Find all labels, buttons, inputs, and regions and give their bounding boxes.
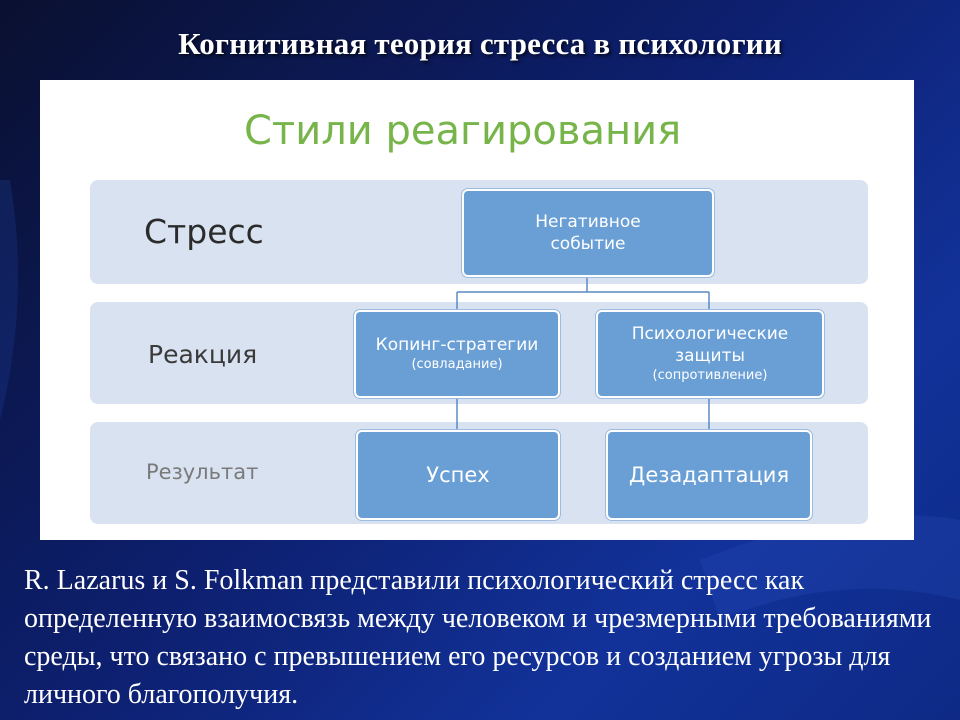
node-coping	[354, 310, 560, 398]
node-success	[356, 430, 560, 520]
node-coping-sub: (совладание)	[411, 357, 503, 372]
row-label-reaction: Реакция	[148, 340, 258, 369]
caption-text: R. Lazarus и S. Folkman представили психологический стресс как определенную взаимосвязь между человеком и чрезмерными требованиями среды, что связано с превышением его ресурсов и созданием угрозы для личного благополучия.	[24, 565, 932, 710]
row-label-stress: Стресс	[144, 212, 264, 251]
node-negative-event-line1: Негативное	[535, 212, 641, 232]
node-negative-event	[462, 189, 714, 277]
node-defense-sub: (сопротивление)	[652, 368, 768, 383]
diagram-title: Стили реагирования	[244, 108, 682, 154]
node-disadaptation	[606, 430, 812, 520]
node-defense-line2: защиты	[675, 346, 745, 366]
node-coping-line1: Копинг-стратегии	[375, 335, 539, 355]
node-disadaptation-label: Дезадаптация	[628, 463, 790, 487]
slide-title: Когнитивная теория стресса в психологии	[178, 26, 782, 61]
diagram-panel	[40, 80, 914, 540]
row-label-result: Результат	[146, 460, 259, 484]
node-defense-line1: Психологические	[631, 324, 789, 344]
node-negative-event-line2: событие	[550, 234, 626, 254]
node-success-label: Успех	[426, 463, 490, 487]
node-defense	[596, 310, 824, 398]
